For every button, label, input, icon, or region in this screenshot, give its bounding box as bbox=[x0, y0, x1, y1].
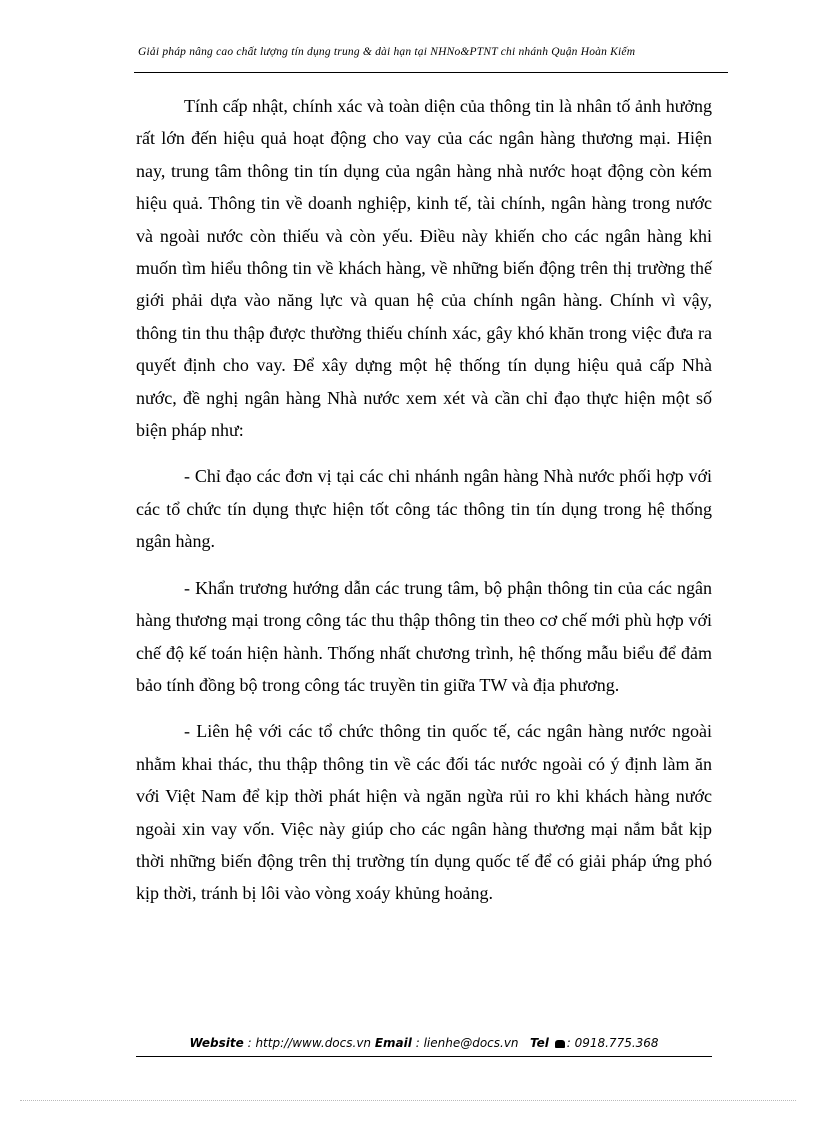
website-link[interactable]: http://www.docs.vn bbox=[255, 1036, 372, 1050]
website-separator: : bbox=[243, 1036, 256, 1050]
email-separator: : bbox=[411, 1036, 424, 1050]
phone-icon bbox=[555, 1040, 565, 1048]
email-label: Email bbox=[374, 1036, 412, 1050]
tel-label: Tel bbox=[530, 1036, 549, 1050]
paragraph-bullet-1: - Chỉ đạo các đơn vị tại các chi nhánh ngân hàng Nhà nước phối hợp với các tổ chức tín dụng thực hiện tốt công tác thông tin tín dụng trong hệ thống ngân hàng. bbox=[136, 466, 712, 552]
tel-separator: : bbox=[566, 1036, 575, 1050]
paragraph-intro: Tính cấp nhật, chính xác và toàn diện của thông tin là nhân tố ảnh hưởng rất lớn đến hiệu quả hoạt động cho vay của các ngân hàng thương mại. Hiện nay, trung tâm thông tin tín dụng của ngân hàng nhà nước hoạt động còn kém hiệu quả. Thông tin về doanh nghiệp, kinh tế, tài chính, ngân hàng trong nước và ngoài nước còn thiếu và còn yếu. Điều này khiến cho các ngân hàng khi muốn tìm hiểu thông tin về khách hàng, về những biến động trên thị trường thế giới phải dựa vào năng lực và quan hệ của chính ngân hàng. Chính vì vậy, thông tin thu thập được thường thiếu chính xác, gây khó khăn trong việc đưa ra quyết định cho vay. Để xây dựng một hệ thống tín dụng hiệu quả cấp Nhà nước, đề nghị ngân hàng Nhà nước xem xét và cần chỉ đạo thực hiện một số biện pháp như: bbox=[136, 96, 712, 441]
phone-number: 0918.775.368 bbox=[574, 1036, 659, 1050]
page-bottom-divider bbox=[20, 1100, 796, 1101]
page-header bbox=[134, 46, 728, 73]
email-link[interactable]: lienhe@docs.vn bbox=[423, 1036, 519, 1050]
page-footer bbox=[136, 1036, 712, 1057]
header-title: Giải pháp nâng cao chất lượng tín dụng trung & dài hạn tại NHNo&PTNT chi nhánh Quận Hoàn Kiếm bbox=[138, 46, 636, 58]
paragraph-bullet-2: - Khẩn trương hướng dẫn các trung tâm, bộ phận thông tin của các ngân hàng thương mại trong công tác thu thập thông tin theo cơ chế mới phù hợp với chế độ kế toán hiện hành. Thống nhất chương trình, hệ thống mẫu biểu để đảm bảo tính đồng bộ trong công tác truyền tin giữa TW và địa phương. bbox=[136, 577, 712, 695]
document-body bbox=[136, 90, 712, 924]
paragraph-bullet-3: - Liên hệ với các tổ chức thông tin quốc tế, các ngân hàng nước ngoài nhằm khai thác, thu thập thông tin về các đối tác nước ngoài có ý định làm ăn với Việt Nam để kịp thời phát hiện và ngăn ngừa rủi ro khi khách hàng nước ngoài xin vay vốn. Việc này giúp cho các ngân hàng thương mại nắm bắt kịp thời những biến động trên thị trường tín dụng quốc tế để có giải pháp ứng phó kịp thời, tránh bị lôi vào vòng xoáy khủng hoảng. bbox=[136, 721, 712, 904]
website-label: Website bbox=[189, 1036, 244, 1050]
